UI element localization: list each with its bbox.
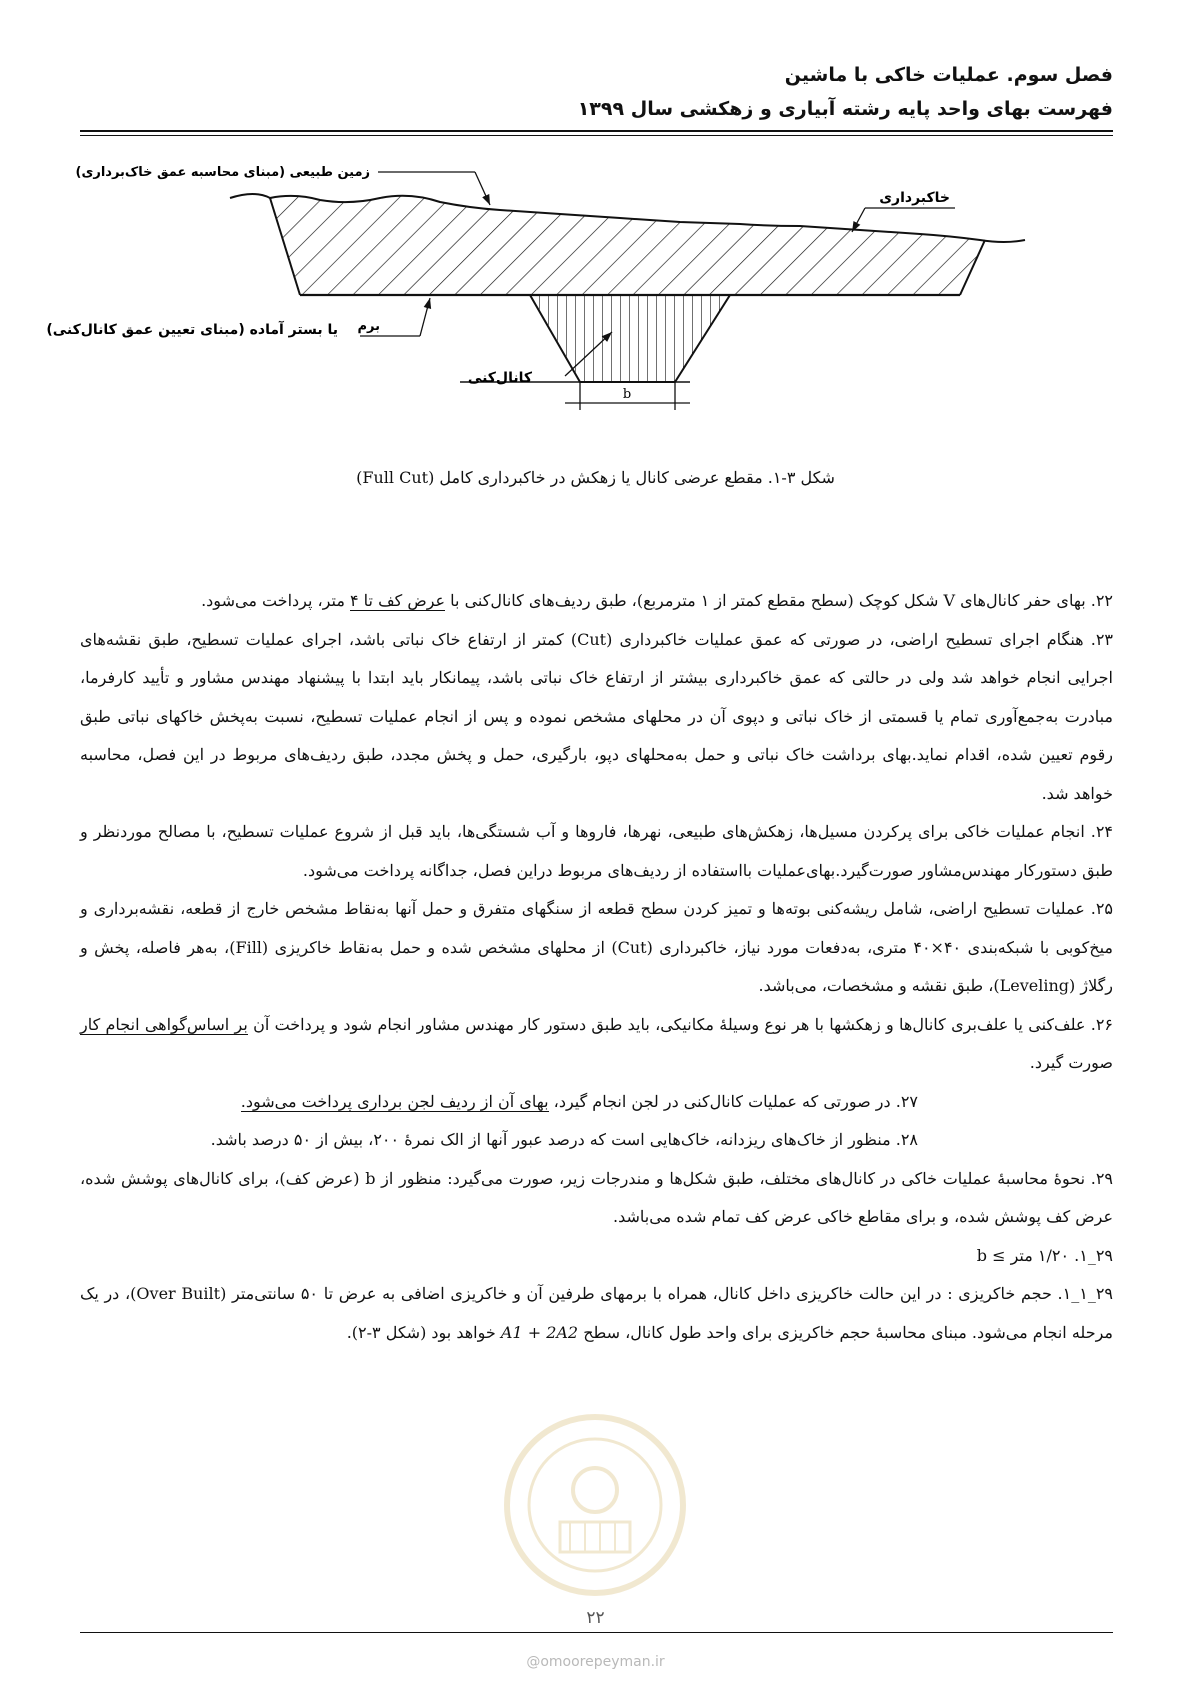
website-watermark: @omoorepeyman.ir — [526, 1654, 665, 1670]
b-dimension-label: b — [622, 387, 632, 402]
paragraph-29: ۲۹. نحوهٔ محاسبهٔ عملیات خاکی در کانال‌های مختلف، طبق شکل‌ها و مندرجات زیر، صورت می‌گیرد: منظور از b (عرض کف)، برای کانال‌های پوشش شده، عرض کف پوشش شده، و برای مقاطع خاکی عرض کف تمام شده می‌باشد. — [80, 1168, 1114, 1226]
header-rule-thick — [80, 130, 1113, 132]
paragraph-22: ۲۲. بهای حفر کانال‌های V شکل کوچک (سطح مقطع کمتر از ۱ مترمربع)، طبق ردیف‌های کانال‌کنی با عرض کف تا ۴ متر، پرداخت می‌شود. — [201, 591, 1113, 610]
page-header — [83, 58, 1113, 126]
paragraph-29-1: ۲۹_۱. ۱/۲۰ متر ≥ b — [976, 1245, 1113, 1265]
body-text — [80, 582, 1113, 1352]
chapter-title: فصل سوم. عملیات خاکی با ماشین — [784, 64, 1113, 86]
page-number: ۲۲ — [586, 1608, 605, 1628]
paragraph-24: ۲۴. انجام عملیات خاکی برای پرکردن مسیل‌ها، زهکش‌های طبیعی، نهرها، فاروها و آب شستگی‌ها، باید قبل از شروع عملیات تسطیح، با مصالح موردنظر و طبق دستورکار مهندس‌مشاور صورت‌گیرد.بهای‌عملیات بااستفاده از ردیف‌های مربوط دراین فصل، جداگانه پرداخت می‌شود. — [80, 822, 1114, 880]
watermark-seal-icon — [500, 1410, 690, 1600]
paragraph-26: ۲۶. علف‌کنی یا علف‌بری کانال‌ها و زهکشها با هر نوع وسیلهٔ مکانیکی، باید طبق دستور کار مهندس مشاور انجام شود و پرداخت آن بر اساس‌گواهی انجام کار صورت گیرد. — [80, 1014, 1114, 1072]
paragraph-28: ۲۸. منظور از خاک‌های ریزدانه، خاک‌هایی است که درصد عبور آنها از الک نمرهٔ ۲۰۰، بیش از ۵۰ درصد باشد. — [210, 1130, 918, 1149]
header-rule-thin — [80, 135, 1113, 136]
label-berm: برم — [357, 319, 380, 334]
label-excavation: خاکبرداری — [879, 190, 950, 206]
document-title: فهرست بهای واحد پایه رشته آبیاری و زهکشی سال ۱۳۹۹ — [577, 98, 1113, 120]
paragraph-29-1-1: ۲۹_۱_۱. حجم خاکریزی : در این حالت خاکریزی داخل کانال، همراه با برمهای طرفین آن و خاکریزی اضافی به عرض تا ۵۰ سانتی‌متر (Over Built)، در یک مرحله انجام می‌شود. مبنای محاسبهٔ حجم خاکریزی برای واحد طول کانال، سطح A1 + 2A2 خواهد بود (شکل ۳-۲). — [80, 1284, 1113, 1342]
paragraph-25: ۲۵. عملیات تسطیح اراضی، شامل ریشه‌کنی بوته‌ها و تمیز کردن سطح قطعه از سنگهای متفرق و حمل آنها به‌نقاط مشخص خارج از قطعه، نقشه‌برداری و میخ‌کوبی با شبکه‌بندی ۴۰×۴۰ متری، به‌دفعات مورد نیاز، خاکبرداری (Cut) از محلهای مشخص شده و حمل به‌نقاط خاکریزی (Fill)، به‌هر فاصله، پخش و رگلاژ (Leveling)، طبق نقشه و مشخصات، می‌باشد. — [80, 899, 1113, 995]
footer-rule — [80, 1632, 1113, 1633]
figure-caption: شکل ۳-۱. مقطع عرضی کانال یا زهکش در خاکبرداری کامل (Full Cut) — [356, 468, 835, 487]
paragraph-23: ۲۳. هنگام اجرای تسطیح اراضی، در صورتی که عمق عملیات خاکبرداری (Cut) کمتر از ارتفاع خاک نباتی باشد، اجرای عملیات تسطیح، طبق نقشه‌های اجرایی انجام خواهد شد ولی در حالتی که عمق خاکبرداری بیشتر از ارتفاع خاک نباتی باشد، پیمانکار باید ابتدا با پیشنهاد مهندس مشاور و تأیید کارفرما، مبادرت به‌جمع‌آوری تمام یا قسمتی از خاک نباتی و دپوی آن در محلهای مشخص نموده و پس از انجام عملیات تسطیح، نسبت به‌پخش خاکهای نباتی طبق رقوم تعیین شده، اقدام نماید.بهای برداشت خاک نباتی و حمل به‌محلهای دپو، بارگیری، حمل و پخش مجدد، طبق ردیف‌های مربوط در این فصل، محاسبه خواهد شد. — [80, 629, 1114, 803]
paragraph-27: ۲۷. در صورتی که عملیات کانال‌کنی در لجن انجام گیرد، بهای آن از ردیف لجن برداری پرداخت می‌شود. — [240, 1091, 918, 1111]
cross-section-figure — [46, 160, 1110, 460]
label-natural-ground: زمین طبیعی (مبنای محاسبه عمق خاک‌برداری) — [75, 165, 370, 180]
label-bed: یا بستر آماده (مبنای تعیین عمق کانال‌کنی) — [46, 322, 338, 338]
label-channel: کانال‌کنی — [467, 370, 532, 386]
channel-hatch — [530, 295, 730, 382]
excavation-hatch — [270, 196, 985, 295]
area-formula: A1 + 2A2 — [500, 1322, 579, 1342]
